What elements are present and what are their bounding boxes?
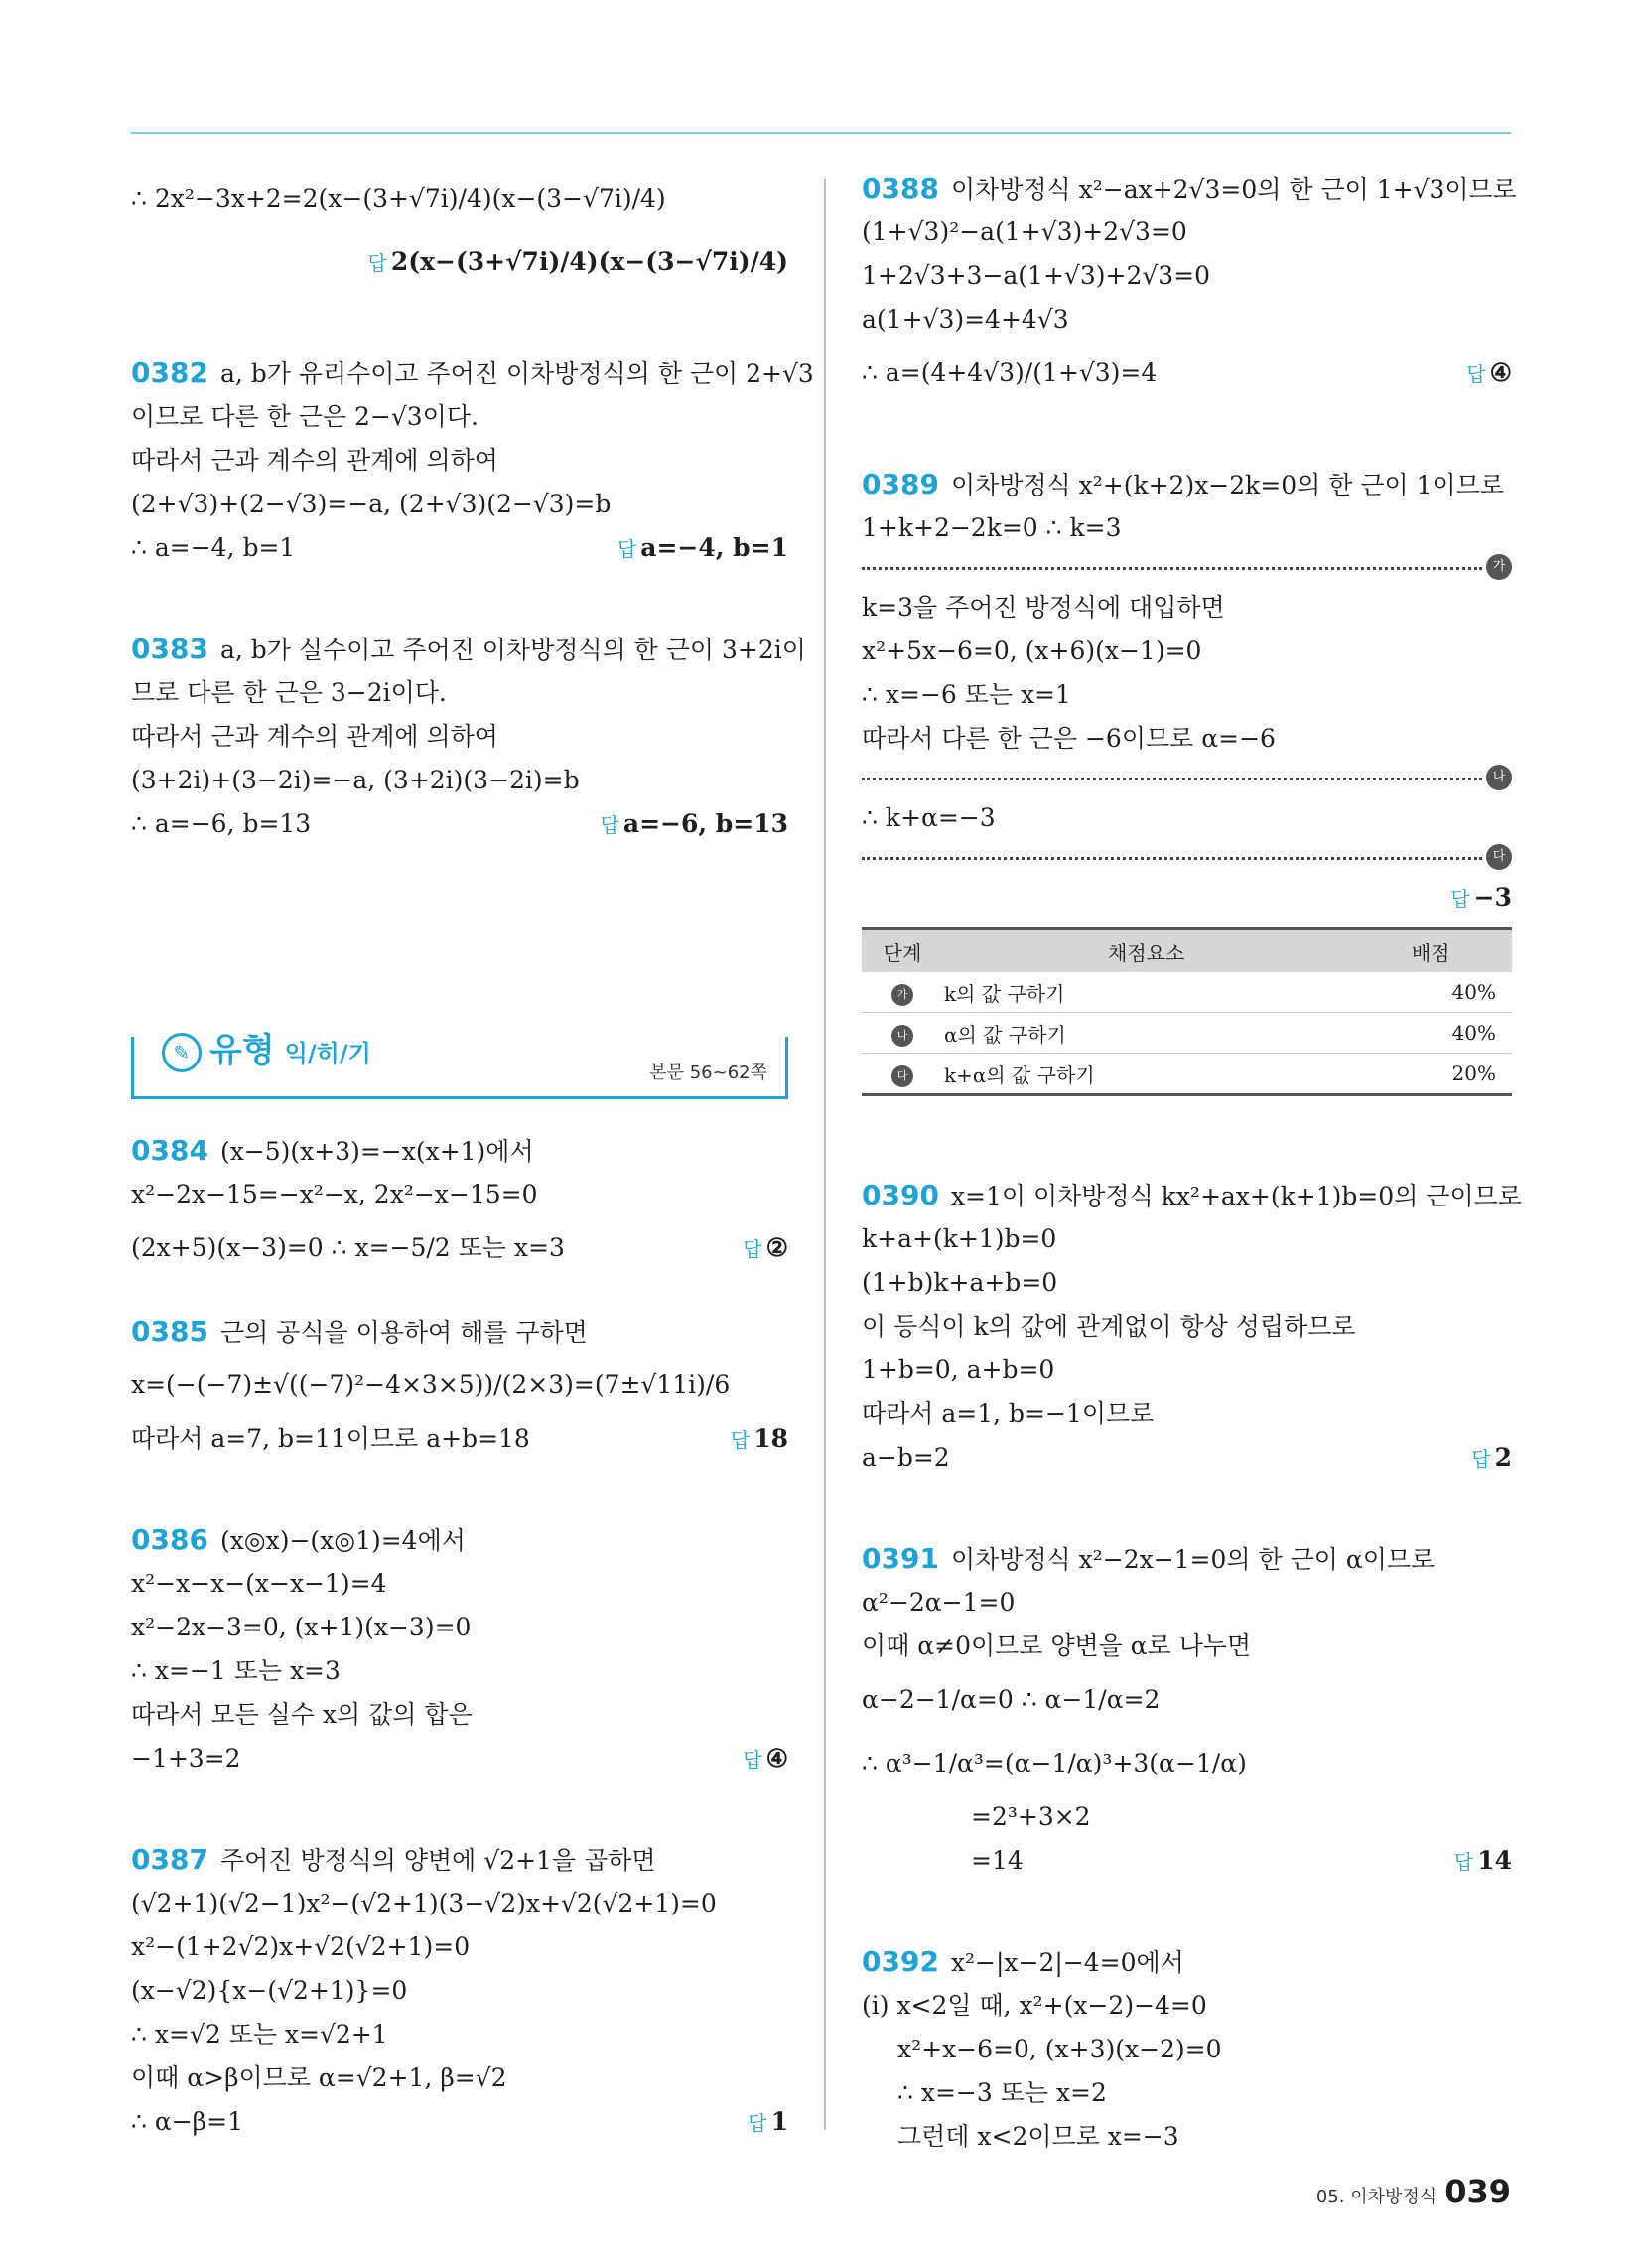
- solution-line: 이 등식이 k의 값에 관계없이 항상 성립하므로: [862, 1312, 1356, 1341]
- answer-value: −3: [1473, 883, 1512, 912]
- problem-number: 0387: [131, 1843, 208, 1876]
- solution-line: 이차방정식 x²−ax+2√3=0의 한 근이 1+√3이므로: [950, 175, 1517, 204]
- solution-line: x²−|x−2|−4=0에서: [950, 1948, 1184, 1977]
- solution-line: x²−(1+2√2)x+√2(√2+1)=0: [131, 1932, 471, 1961]
- table-cell: k+α의 값 구하기: [943, 1054, 1349, 1095]
- section-subtitle: 익/히/기: [284, 1040, 371, 1067]
- answer-value: a=−6, b=13: [622, 809, 788, 838]
- solution-line: ∴ k+α=−3: [862, 803, 996, 832]
- page-reference: 본문 56~62쪽: [649, 1063, 767, 1083]
- answer-value: 2(x−(3+√7i)/4)(x−(3−√7i)/4): [390, 247, 788, 276]
- solution-line: 따라서 a=1, b=−1이므로: [862, 1399, 1155, 1428]
- solution-line: 이때 α>β이므로 α=√2+1, β=√2: [131, 2063, 507, 2092]
- solution-line: 므로 다른 한 근은 3−2i이다.: [131, 678, 447, 707]
- answer-value: a=−4, b=1: [640, 533, 788, 562]
- problem-number: 0386: [131, 1523, 208, 1556]
- solution-line: 1+2√3+3−a(1+√3)+2√3=0: [862, 261, 1211, 290]
- solution-line: ∴ α−β=1: [131, 2107, 243, 2136]
- table-cell: k의 값 구하기: [943, 972, 1349, 1013]
- problem-0382: 0382 a, b가 유리수이고 주어진 이차방정식의 한 근이 2+√3 이므로 다른 한 근은 2−√3이다. 따라서 근과 계수의 관계에 의하여 (2+√3)+(2−√3)=−a, (2+√3)(2−√3)=b ∴ a=−4, b=1 답 a=−4, b=1: [131, 356, 814, 562]
- solution-line: 따라서 근과 계수의 관계에 의하여: [131, 446, 498, 475]
- answer-value: 14: [1477, 1846, 1512, 1875]
- step-divider: [862, 840, 1512, 876]
- solution-line: (1+b)k+a+b=0: [862, 1268, 1058, 1297]
- table-cell: α의 값 구하기: [943, 1013, 1349, 1054]
- step-marker: 나: [891, 1025, 913, 1047]
- solution-line: (3+2i)+(3−2i)=−a, (3+2i)(3−2i)=b: [131, 766, 580, 794]
- problem-0383: 0383 a, b가 실수이고 주어진 이차방정식의 한 근이 3+2i이 므로 다른 한 근은 3−2i이다. 따라서 근과 계수의 관계에 의하여 (3+2i)+(3−2i)=−a, (3+2i)(3−2i)=b ∴ a=−6, b=13 답 a=−6, b=13: [131, 633, 806, 838]
- problem-0392: [862, 1940, 1512, 2159]
- solution-line: α²−2α−1=0: [862, 1588, 1016, 1617]
- left-column: [131, 167, 814, 2144]
- column-divider: [824, 179, 826, 2130]
- solution-line: 이차방정식 x²+(k+2)x−2k=0의 한 근이 1이므로: [950, 471, 1504, 499]
- solution-line: (x◎x)−(x◎1)=4에서: [219, 1526, 466, 1555]
- section-header: [131, 1031, 788, 1099]
- solution-line: ∴ x=−3 또는 x=2: [897, 2078, 1107, 2107]
- step-marker: 다: [1486, 844, 1512, 870]
- step-divider: [862, 761, 1512, 796]
- section-title: 유형: [209, 1031, 275, 1070]
- solution-line: ∴ x=−6 또는 x=1: [862, 680, 1071, 709]
- scoring-table: [862, 927, 1512, 1096]
- solution-line: (2x+5)(x−3)=0 ∴ x=−5/2 또는 x=3: [131, 1233, 565, 1262]
- solution-line: ∴ α³−1/α³=(α−1/α)³+3(α−1/α): [862, 1749, 1247, 1777]
- table-header: 단계: [862, 929, 943, 973]
- problem-number: 0390: [862, 1179, 939, 1211]
- solution-line: x²−x−x−(x−x−1)=4: [131, 1569, 387, 1598]
- top-rule: [131, 132, 1511, 134]
- solution-line: k=3을 주어진 방정식에 대입하면: [862, 593, 1225, 622]
- answer-value: ④: [765, 1744, 788, 1772]
- problem-number: 0391: [862, 1542, 939, 1575]
- table-header: 배점: [1349, 929, 1512, 973]
- answer-value: 18: [753, 1424, 788, 1453]
- solution-line: a, b가 유리수이고 주어진 이차방정식의 한 근이 2+√3: [219, 359, 814, 388]
- solution-line: −1+3=2: [131, 1744, 241, 1772]
- solution-line: =14: [971, 1846, 1024, 1875]
- solution-line: x=1이 이차방정식 kx²+ax+(k+1)b=0의 근이므로: [950, 1182, 1522, 1210]
- solution-line: a−b=2: [862, 1443, 950, 1472]
- solution-line: 따라서 근과 계수의 관계에 의하여: [131, 722, 498, 751]
- page-footer: [1291, 2173, 1511, 2210]
- problem-number: 0384: [131, 1134, 208, 1167]
- solution-line: x²+5x−6=0, (x+6)(x−1)=0: [862, 637, 1202, 665]
- solution-line: ∴ 2x²−3x+2=2(x−(3+√7i)/4)(x−(3−√7i)/4): [131, 184, 666, 213]
- solution-line: 1+b=0, a+b=0: [862, 1355, 1055, 1384]
- problem-number: 0389: [862, 468, 939, 500]
- solution-line: 따라서 모든 실수 x의 값의 합은: [131, 1700, 473, 1729]
- problem-0389: 0389 이차방정식 x²+(k+2)x−2k=0의 한 근이 1이므로 1+k+2−2k=0 ∴ k=3 가 k=3을 주어진 방정식에 대입하면 x²+5x−6=0, (x+6)(x−1)=0 ∴ x=−6 또는 x=1 따라서 다른 한 근은 −6이므로 α=−6 나 ∴ k+α=−3 다 답 −3 단계 채점요소 배점 가 k의 값 구하기 40% 나 α의 값 구하기 40% 다 k+α의 값 구하기 20%: [862, 463, 1512, 1096]
- problem-0391: 0391 이차방정식 x²−2x−1=0의 한 근이 α이므로 α²−2α−1=0 이때 α≠0이므로 양변을 α로 나누면 α−2−1/α=0 ∴ α−1/α=2 ∴ α³−1/α³=(α−1/α)³+3(α−1/α) =2³+3×2 =14 답 14: [862, 1542, 1512, 1875]
- page-number: 039: [1444, 2173, 1511, 2210]
- problem-0384: 0384 (x−5)(x+3)=−x(x+1)에서 x²−2x−15=−x²−x, 2x²−x−15=0 (2x+5)(x−3)=0 ∴ x=−5/2 또는 x=3 답 ②: [131, 1134, 788, 1262]
- solution-line: ∴ a=−6, b=13: [131, 809, 312, 838]
- solution-line: x²−2x−15=−x²−x, 2x²−x−15=0: [131, 1180, 538, 1208]
- chapter-title: 05. 이차방정식: [1315, 2187, 1437, 2207]
- pencil-icon: ✎: [162, 1033, 202, 1072]
- problem-0388: 0388 이차방정식 x²−ax+2√3=0의 한 근이 1+√3이므로 (1+√3)²−a(1+√3)+2√3=0 1+2√3+3−a(1+√3)+2√3=0 a(1+√3)=4+4√3 ∴ a=(4+4√3)/(1+√3)=4 답 ④: [862, 172, 1517, 387]
- solution-line: 따라서 다른 한 근은 −6이므로 α=−6: [862, 724, 1276, 753]
- table-cell: 40%: [1349, 1013, 1512, 1054]
- solution-line: (x−5)(x+3)=−x(x+1)에서: [219, 1137, 534, 1166]
- solution-line: x²−2x−3=0, (x+1)(x−3)=0: [131, 1613, 472, 1641]
- solution-line: α−2−1/α=0 ∴ α−1/α=2: [862, 1685, 1161, 1714]
- problem-number: 0388: [862, 172, 939, 205]
- solution-line: 그런데 x<2이므로 x=−3: [897, 2122, 1179, 2151]
- solution-line: (x−√2){x−(√2+1)}=0: [131, 1976, 408, 2005]
- problem-0381-continued: [131, 167, 788, 294]
- solution-line: (√2+1)(√2−1)x²−(√2+1)(3−√2)x+√2(√2+1)=0: [131, 1889, 717, 1917]
- solution-line: (1+√3)²−a(1+√3)+2√3=0: [862, 217, 1187, 246]
- step-marker: 가: [1486, 554, 1512, 580]
- problem-0390: 0390 x=1이 이차방정식 kx²+ax+(k+1)b=0의 근이므로 k+a+(k+1)b=0 (1+b)k+a+b=0 이 등식이 k의 값에 관계없이 항상 성립하므로 1+b=0, a+b=0 따라서 a=1, b=−1이므로 a−b=2 답 2: [862, 1179, 1522, 1472]
- problem-0385: 0385 근의 공식을 이용하여 해를 구하면 x=(−(−7)±√((−7)²−4×3×5))/(2×3)=(7±√11i)/6 따라서 a=7, b=11이므로 a+b=18 답 18: [131, 1315, 788, 1453]
- table-cell: 40%: [1349, 972, 1512, 1013]
- solution-line: 이때 α≠0이므로 양변을 α로 나누면: [862, 1631, 1252, 1660]
- table-row: [862, 1054, 1512, 1095]
- problem-number: 0392: [862, 1945, 939, 1978]
- solution-line: (i) x<2일 때, x²+(x−2)−4=0: [862, 1991, 1207, 2020]
- solution-line: 주어진 방정식의 양변에 √2+1을 곱하면: [219, 1846, 656, 1875]
- solution-line: ∴ a=−4, b=1: [131, 533, 296, 562]
- solution-line: (2+√3)+(2−√3)=−a, (2+√3)(2−√3)=b: [131, 490, 612, 518]
- step-marker: 가: [891, 984, 913, 1006]
- answer-value: ②: [765, 1233, 788, 1262]
- table-row: [862, 972, 1512, 1013]
- solution-line: 이므로 다른 한 근은 2−√3이다.: [131, 402, 479, 431]
- solution-line: ∴ x=−1 또는 x=3: [131, 1656, 341, 1685]
- solution-line: x²+x−6=0, (x+3)(x−2)=0: [897, 2035, 1222, 2063]
- solution-line: 따라서 a=7, b=11이므로 a+b=18: [131, 1424, 530, 1453]
- solution-line: 1+k+2−2k=0 ∴ k=3: [862, 513, 1122, 542]
- solution-line: =2³+3×2: [971, 1802, 1091, 1831]
- answer-value: 1: [770, 2107, 788, 2136]
- answer-value: ④: [1489, 358, 1512, 387]
- solution-line: x=(−(−7)±√((−7)²−4×3×5))/(2×3)=(7±√11i)/6: [131, 1370, 731, 1399]
- problem-0387: 0387 주어진 방정식의 양변에 √2+1을 곱하면 (√2+1)(√2−1)x²−(√2+1)(3−√2)x+√2(√2+1)=0 x²−(1+2√2)x+√2(√2+1)=0 (x−√2){x−(√2+1)}=0 ∴ x=√2 또는 x=√2+1 이때 α>β이므로 α=√2+1, β=√2 ∴ α−β=1 답 1: [131, 1843, 788, 2136]
- solution-line: ∴ x=√2 또는 x=√2+1: [131, 2020, 388, 2049]
- step-marker: 나: [1486, 765, 1512, 790]
- solution-line: k+a+(k+1)b=0: [862, 1224, 1057, 1253]
- table-header: 채점요소: [943, 929, 1349, 973]
- solution-line: 근의 공식을 이용하여 해를 구하면: [219, 1318, 588, 1347]
- solution-line: a(1+√3)=4+4√3: [862, 305, 1069, 334]
- right-column: [862, 167, 1522, 2159]
- answer-line: 답 2(x−(3+√7i)/4)(x−(3−√7i)/4): [367, 247, 788, 276]
- solution-line: ∴ a=(4+4√3)/(1+√3)=4: [862, 358, 1158, 387]
- table-row: [862, 1013, 1512, 1054]
- step-marker: 다: [891, 1065, 913, 1087]
- problem-0386: 0386 (x◎x)−(x◎1)=4에서 x²−x−x−(x−x−1)=4 x²−2x−3=0, (x+1)(x−3)=0 ∴ x=−1 또는 x=3 따라서 모든 실수 x의 값의 합은 −1+3=2 답 ④: [131, 1523, 788, 1772]
- solution-line: 이차방정식 x²−2x−1=0의 한 근이 α이므로: [950, 1545, 1436, 1574]
- problem-number: 0383: [131, 633, 208, 665]
- solution-line: a, b가 실수이고 주어진 이차방정식의 한 근이 3+2i이: [219, 636, 806, 664]
- table-cell: 20%: [1349, 1054, 1512, 1095]
- problem-number: 0385: [131, 1315, 208, 1347]
- problem-number: 0382: [131, 356, 208, 389]
- step-divider: [862, 550, 1512, 586]
- answer-value: 2: [1494, 1443, 1512, 1472]
